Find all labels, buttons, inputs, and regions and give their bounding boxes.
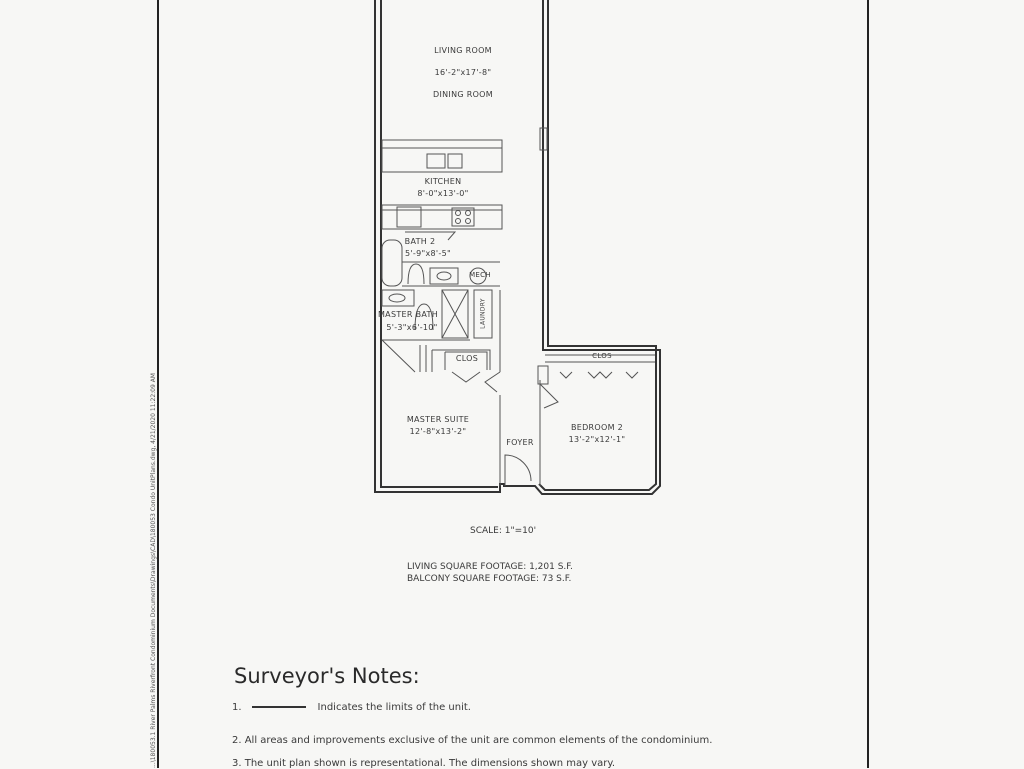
living-square-footage: LIVING SQUARE FOOTAGE: 1,201 S.F. (407, 562, 573, 572)
room-label-mech: MECH (469, 271, 491, 279)
room-dims-master-suite: 12'-8"x13'-2" (409, 427, 467, 436)
room-label-master-suite: MASTER SUITE (406, 415, 470, 424)
bath-fixtures (382, 232, 655, 486)
room-dims-kitchen: 8'-0"x13'-0" (417, 189, 469, 198)
note-1-number: 1. (232, 702, 242, 713)
balcony-square-footage: BALCONY SQUARE FOOTAGE: 73 S.F. (407, 574, 572, 584)
room-label-kitchen: KITCHEN (424, 177, 462, 186)
room-dims-living: 16'-2"x17'-8" (434, 68, 492, 77)
room-label-bath2: BATH 2 (404, 237, 436, 246)
surveyors-notes-title: Surveyor's Notes: (234, 664, 420, 688)
room-label-closet-2: CLOS (592, 352, 612, 360)
room-label-bedroom2: BEDROOM 2 (570, 423, 624, 432)
note-1-text: Indicates the limits of the unit. (317, 702, 471, 713)
room-dims-bath2: 5'-9"x8'-5" (405, 249, 451, 258)
note-3: 3. The unit plan shown is representational. The dimensions shown may vary. (232, 758, 616, 769)
room-dims-bedroom2: 13'-2"x12'-1" (568, 435, 626, 444)
room-label-laundry: LAUNDRY (479, 298, 487, 329)
scale-label: SCALE: 1"=10' (470, 526, 537, 536)
file-path-caption: ...\180053.1 River Palms Riverfront Condominium Documents\Drawings\CAD\180053 Condo UnitPlans.dwg, 4/21/2020 11:22:09 AM (150, 373, 157, 768)
room-label-living: LIVING ROOM (434, 46, 492, 55)
note-1 (232, 702, 471, 713)
room-label-master-bath: MASTER BATH (377, 310, 439, 319)
room-dims-master-bath: 5'-3"x6'-10" (386, 323, 438, 332)
unit-limit-line-sample (252, 706, 306, 708)
room-label-foyer: FOYER (506, 438, 534, 447)
note-2: 2. All areas and improvements exclusive of the unit are common elements of the condominium. (232, 735, 713, 746)
room-label-dining: DINING ROOM (433, 90, 493, 99)
room-label-closet: CLOS (455, 354, 479, 363)
